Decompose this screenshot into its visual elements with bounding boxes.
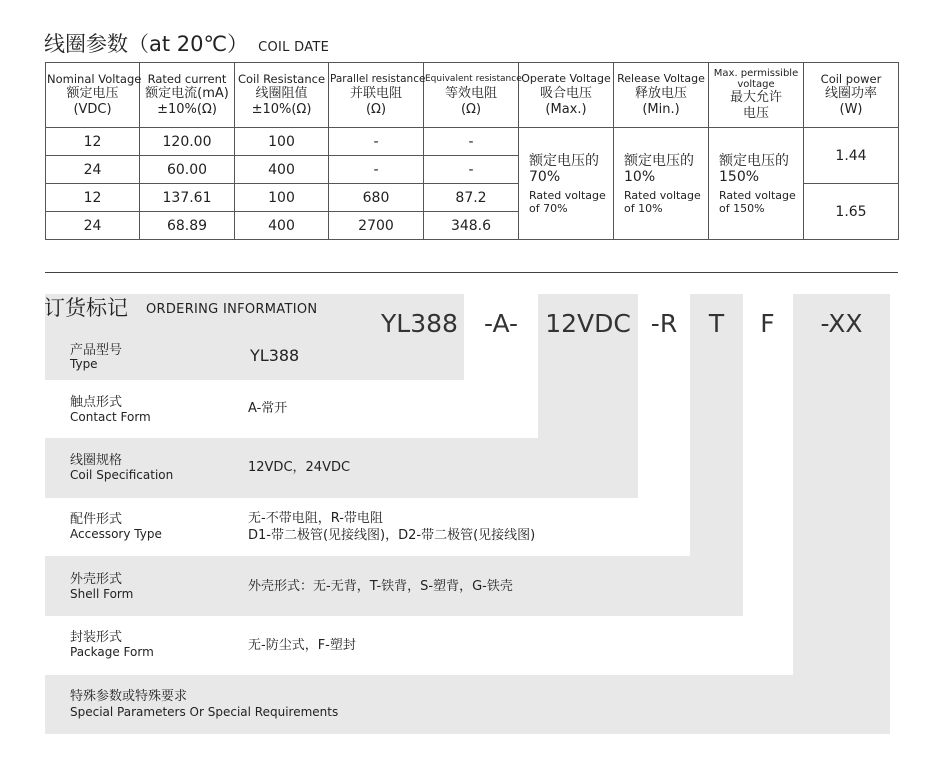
type-label-cn: 产品型号 [70,343,123,358]
contact-form-label-cn: 触点形式 [70,395,123,410]
code-part-shell: T [708,309,725,338]
package-form-label-cn: 封装形式 [70,630,123,645]
ordering-title [44,292,317,322]
coil-data-table [45,62,899,240]
table-cell: - [329,128,424,156]
table-cell: 348.6 [424,212,519,240]
table-cell: 60.00 [140,156,235,184]
accessory-label-cn: 配件形式 [70,512,123,527]
shell-form-label-en: Shell Form [70,587,134,601]
code-part-package: F [760,309,775,338]
header-coil-resistance: Coil Resistance 线圈阻值 ±10%(Ω) [235,63,329,128]
table-cell: 120.00 [140,128,235,156]
coil-spec-value: 12VDC，24VDC [248,460,351,475]
special-column [793,294,890,734]
table-cell: 24 [46,212,140,240]
shell-form-label-cn: 外壳形式 [70,572,123,587]
special-label-cn: 特殊参数或特殊要求 [70,689,188,704]
table-cell: 400 [235,212,329,240]
table-cell: 680 [329,184,424,212]
table-cell: 137.61 [140,184,235,212]
code-part-special: -XX [820,309,863,338]
header-equivalent-resistance: Equivalent resistance 等效电阻 (Ω) [424,63,519,128]
table-cell: 400 [235,156,329,184]
coil-spec-label-en: Coil Specification [70,468,174,482]
header-operate-voltage: Operate Voltage 吸合电压 (Max.) [519,63,614,128]
ordering-title-cn: 订货标记 [44,296,128,320]
package-form-label-en: Package Form [70,645,154,659]
table-cell: 2700 [329,212,424,240]
coil-title-cn: 线圈参数（at 20℃） [44,32,249,56]
package-form-value: 无-防尘式，F-塑封 [248,638,356,653]
header-rated-current: Rated current 额定电流(mA) ±10%(Ω) [140,63,235,128]
table-header-row [46,63,899,128]
table-cell: - [424,128,519,156]
release-voltage-cell: 额定电压的10% Rated voltage of 10% [614,128,709,240]
header-nominal-voltage: Nominal Voltage 额定电压 (VDC) [46,63,140,128]
accessory-value-1: 无-不带电阻，R-带电阻 [248,511,383,526]
coil-spec-label-cn: 线圈规格 [70,453,123,468]
type-label-en: Type [70,357,98,371]
section-divider [45,272,898,273]
contact-form-label-en: Contact Form [70,410,151,424]
table-cell: 12 [46,184,140,212]
table-cell: 68.89 [140,212,235,240]
table-cell: 100 [235,128,329,156]
coil-power-cell: 1.65 [804,184,899,240]
operate-voltage-cell: 额定电压的70% Rated voltage of 70% [519,128,614,240]
header-max-voltage: Max. permissible voltage 最大允许 电压 [709,63,804,128]
shell-form-value: 外壳形式：无-无背，T-铁背，S-塑背，G-铁壳 [248,579,513,594]
contact-form-value: A-常开 [248,401,288,416]
coil-title-en: COIL DATE [258,40,330,55]
table-cell: 24 [46,156,140,184]
header-release-voltage: Release Voltage 释放电压 (Min.) [614,63,709,128]
header-parallel-resistance: Parallel resistance 并联电阻 (Ω) [329,63,424,128]
table-cell: 12 [46,128,140,156]
table-cell: 100 [235,184,329,212]
coil-data-title [44,28,329,58]
header-coil-power: Coil power 线圈功率 (W) [804,63,899,128]
table-cell: - [329,156,424,184]
table-cell: 87.2 [424,184,519,212]
table-row [46,128,899,156]
code-part-accessory: -R [650,309,678,338]
code-part-contact: -A- [483,309,519,338]
accessory-label-en: Accessory Type [70,527,162,541]
code-part-type: YL388 [381,309,458,338]
special-label-en: Special Parameters Or Special Requirements [70,705,339,719]
code-part-coil: 12VDC [545,309,631,338]
ordering-title-en: ORDERING INFORMATION [146,302,318,317]
max-voltage-cell: 额定电压的150% Rated voltage of 150% [709,128,804,240]
coil-power-cell: 1.44 [804,128,899,184]
accessory-value-2: D1-带二极管(见接线图)，D2-带二极管(见接线图) [248,528,536,543]
type-value: YL388 [250,346,300,365]
table-cell: - [424,156,519,184]
